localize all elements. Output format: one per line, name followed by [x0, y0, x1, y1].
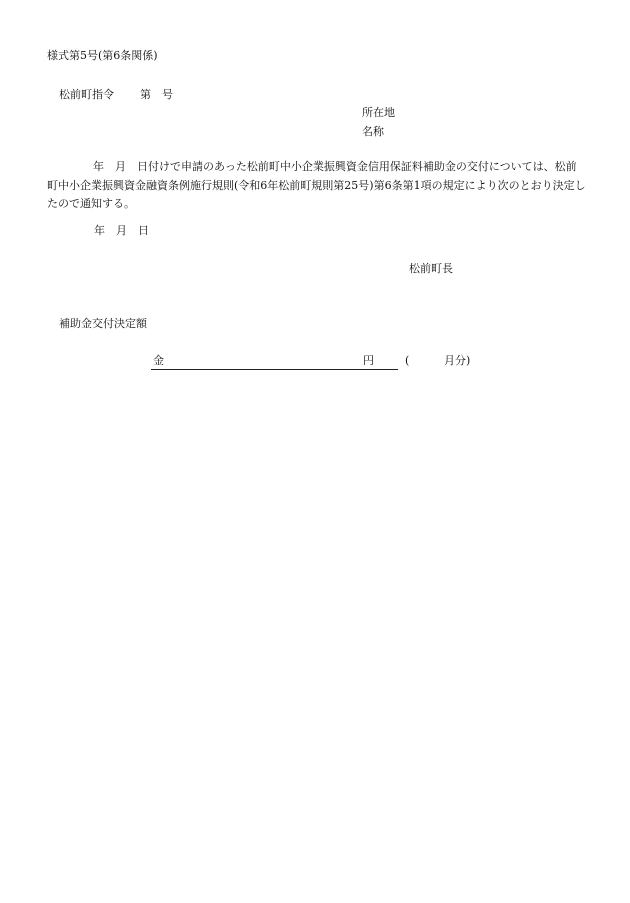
- amount-months-label: 月分): [444, 354, 471, 367]
- decision-heading: 補助金交付決定額: [59, 317, 147, 330]
- notice-body: 年 月 日付けで申請のあった松前町中小企業振興資金信用保証料補助金の交付については、松前町中小企業振興資金融資条例施行規則(令和6年松前町規則第25号)第6条第1項の規定により次のとおり決定したので通知する。: [47, 160, 586, 210]
- designation-office: 松前町指令: [59, 88, 114, 101]
- recipient-name-label: 名称: [362, 125, 384, 138]
- amount-prefix: 金: [153, 354, 164, 367]
- recipient-address-label: 所在地: [362, 106, 395, 119]
- form-number: 様式第5号(第6条関係): [47, 49, 158, 62]
- amount-unit: 円: [363, 354, 374, 367]
- designation-number: 第 号: [140, 88, 173, 101]
- issuer-name: 松前町長: [409, 262, 453, 275]
- amount-underline: [151, 369, 398, 370]
- notice-date: 年 月 日: [94, 224, 149, 237]
- amount-paren-open: (: [405, 354, 410, 367]
